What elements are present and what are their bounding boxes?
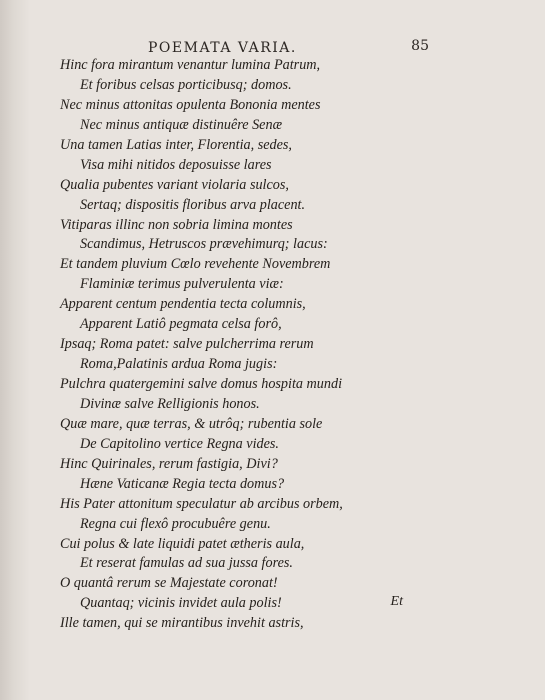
verse-line: Hinc fora mirantum venantur lumina Patrum, <box>60 57 321 73</box>
verse-line: Sertaq; dispositis floribus arva placent. <box>80 196 306 213</box>
running-title: POEMATA VARIA. <box>148 40 297 56</box>
verse-line: O quantâ rerum se Majestate coronat! <box>60 575 278 592</box>
verse-line: Nec minus attonitas opulenta Bononia mentes <box>60 96 321 113</box>
verse-line: Ipsaq; Roma patet: salve pulcherrima rerum <box>60 336 314 353</box>
verse-line: Pulchra quatergemini salve domus hospita mundi <box>60 376 343 392</box>
verse-line: Regna cui flexô procubuêre genu. <box>80 515 271 532</box>
verse-line: Flaminiæ terimus pulverulenta viæ: <box>80 276 284 293</box>
verse-line: Et tandem pluvium Cœlo revehente Novembrem <box>60 256 331 273</box>
verse-line: His Pater attonitum speculatur ab arcibus orbem, <box>60 495 343 512</box>
page-number: 85 <box>411 38 429 54</box>
verse-line: Scandimus, Hetruscos prævehimurq; lacus: <box>80 236 328 253</box>
verse-line: Divinæ salve Relligionis honos. <box>80 395 260 412</box>
verse-line: De Capitolino vertice Regna vides. <box>80 435 279 452</box>
catchword: Et <box>390 594 403 609</box>
verse-line: Et reserat famulas ad sua jussa fores. <box>80 555 293 572</box>
verse-line: Hæne Vaticanæ Regia tecta domus? <box>80 475 285 492</box>
verse-line: Vitiparas illinc non sobria limina montes <box>60 216 293 233</box>
verse-line: Roma,Palatinis ardua Roma jugis: <box>80 356 278 373</box>
verse-line: Ille tamen, qui se mirantibus invehit astris, <box>60 615 304 632</box>
verse-line: Qualia pubentes variant violaria sulcos, <box>60 176 289 193</box>
verse-line: Cui polus & late liquidi patet ætheris aula, <box>60 535 305 552</box>
verse-line: Apparent centum pendentia tecta columnis, <box>60 296 306 313</box>
verse-line: Visa mihi nitidos deposuisse lares <box>80 156 272 173</box>
verse-line: Quantaq; vicinis invidet aula polis! <box>80 595 282 612</box>
verse-line: Et foribus celsas porticibusq; domos. <box>80 76 292 93</box>
verse-line: Nec minus antiquæ distinuêre Senæ <box>80 116 283 133</box>
verse-line: Una tamen Latias inter, Florentia, sedes, <box>60 136 292 153</box>
verse-line: Apparent Latiô pegmata celsa forô, <box>80 316 282 333</box>
verse-line: Quæ mare, quæ terras, & utrôq; rubentia sole <box>60 415 323 432</box>
verse-line: Hinc Quirinales, rerum fastigia, Divi? <box>60 455 278 472</box>
verse-block <box>0 56 545 634</box>
